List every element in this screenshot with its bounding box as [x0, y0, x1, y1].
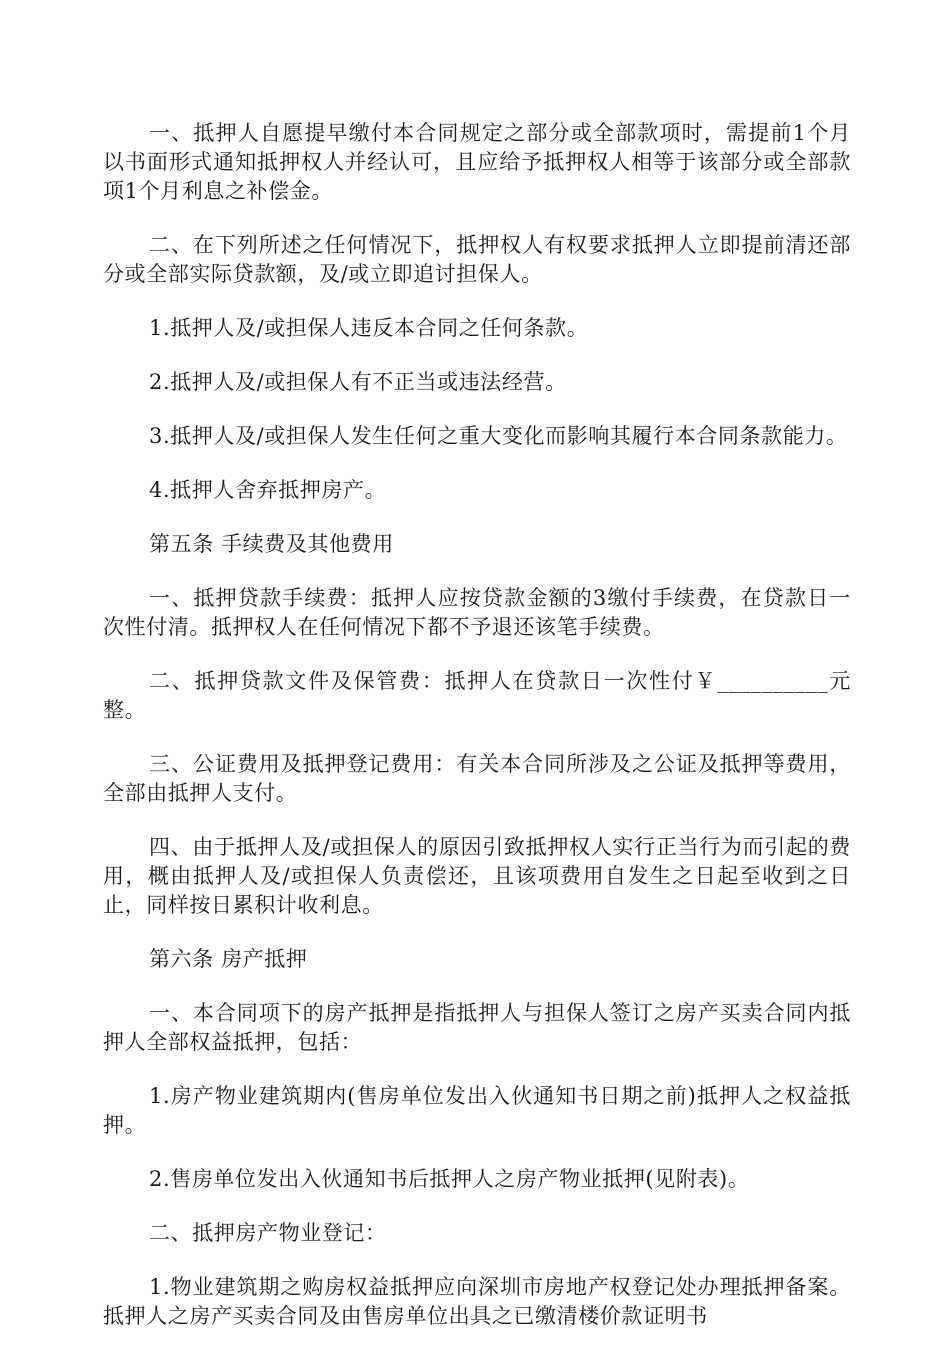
paragraph-enforcement-costs: 四、由于抵押人及/或担保人的原因引致抵押权人实行正当行为而引起的费用，概由抵押人及/或担保人负责偿还，且该项费用自发生之日起至收到之日止，同样按日累积计收利息。	[103, 835, 851, 917]
list-item-construction-period: 1.房产物业建筑期内(售房单位发出入伙通知书日期之前)抵押人之权益抵押。	[103, 1084, 851, 1137]
section-heading-article-5: 第五条 手续费及其他费用	[149, 532, 394, 556]
paragraph-early-repayment: 一、抵押人自愿提早缴付本合同规定之部分或全部款项时，需提前1个月以书面形式通知抵押权人并经认可，且应给予抵押权人相等于该部分或全部款项1个月利息之补偿金。	[103, 121, 851, 203]
paragraph-registration-heading: 二、抵押房产物业登记：	[149, 1221, 387, 1245]
paragraph-handling-fee: 一、抵押贷款手续费：抵押人应按贷款金额的3缴付手续费，在贷款日一次性付清。抵押权人在任何情况下都不予退还该笔手续费。	[103, 586, 851, 639]
list-item-after-occupancy-notice: 2.售房单位发出入伙通知书后抵押人之房产物业抵押(见附表)。	[149, 1167, 750, 1191]
list-item-major-change: 3.抵押人及/或担保人发生任何之重大变化而影响其履行本合同条款能力。	[149, 424, 848, 448]
list-item-registration-filing: 1.物业建筑期之购房权益抵押应向深圳市房地产权登记处办理抵押备案。抵押人之房产买卖合同及由售房单位出具之已缴清楼价款证明书	[103, 1275, 851, 1328]
paragraph-document-custody-fee: 二、抵押贷款文件及保管费：抵押人在贷款日一次性付￥__________元整。	[103, 669, 851, 722]
paragraph-acceleration-rights: 二、在下列所述之任何情况下，抵押权人有权要求抵押人立即提前清还部分或全部实际贷款额，及/或立即追讨担保人。	[103, 233, 851, 286]
list-item-illegal-operation: 2.抵押人及/或担保人有不正当或违法经营。	[149, 370, 567, 394]
section-heading-article-6: 第六条 房产抵押	[149, 947, 308, 971]
document-body	[103, 119, 851, 1356]
list-item-breach: 1.抵押人及/或担保人违反本合同之任何条款。	[149, 316, 589, 340]
list-item-abandon-property: 4.抵押人舍弃抵押房产。	[149, 478, 387, 502]
paragraph-notary-registration-fee: 三、公证费用及抵押登记费用：有关本合同所涉及之公证及抵押等费用，全部由抵押人支付。	[103, 752, 851, 805]
paragraph-mortgage-scope: 一、本合同项下的房产抵押是指抵押人与担保人签订之房产买卖合同内抵押人全部权益抵押，包括：	[103, 1001, 851, 1054]
